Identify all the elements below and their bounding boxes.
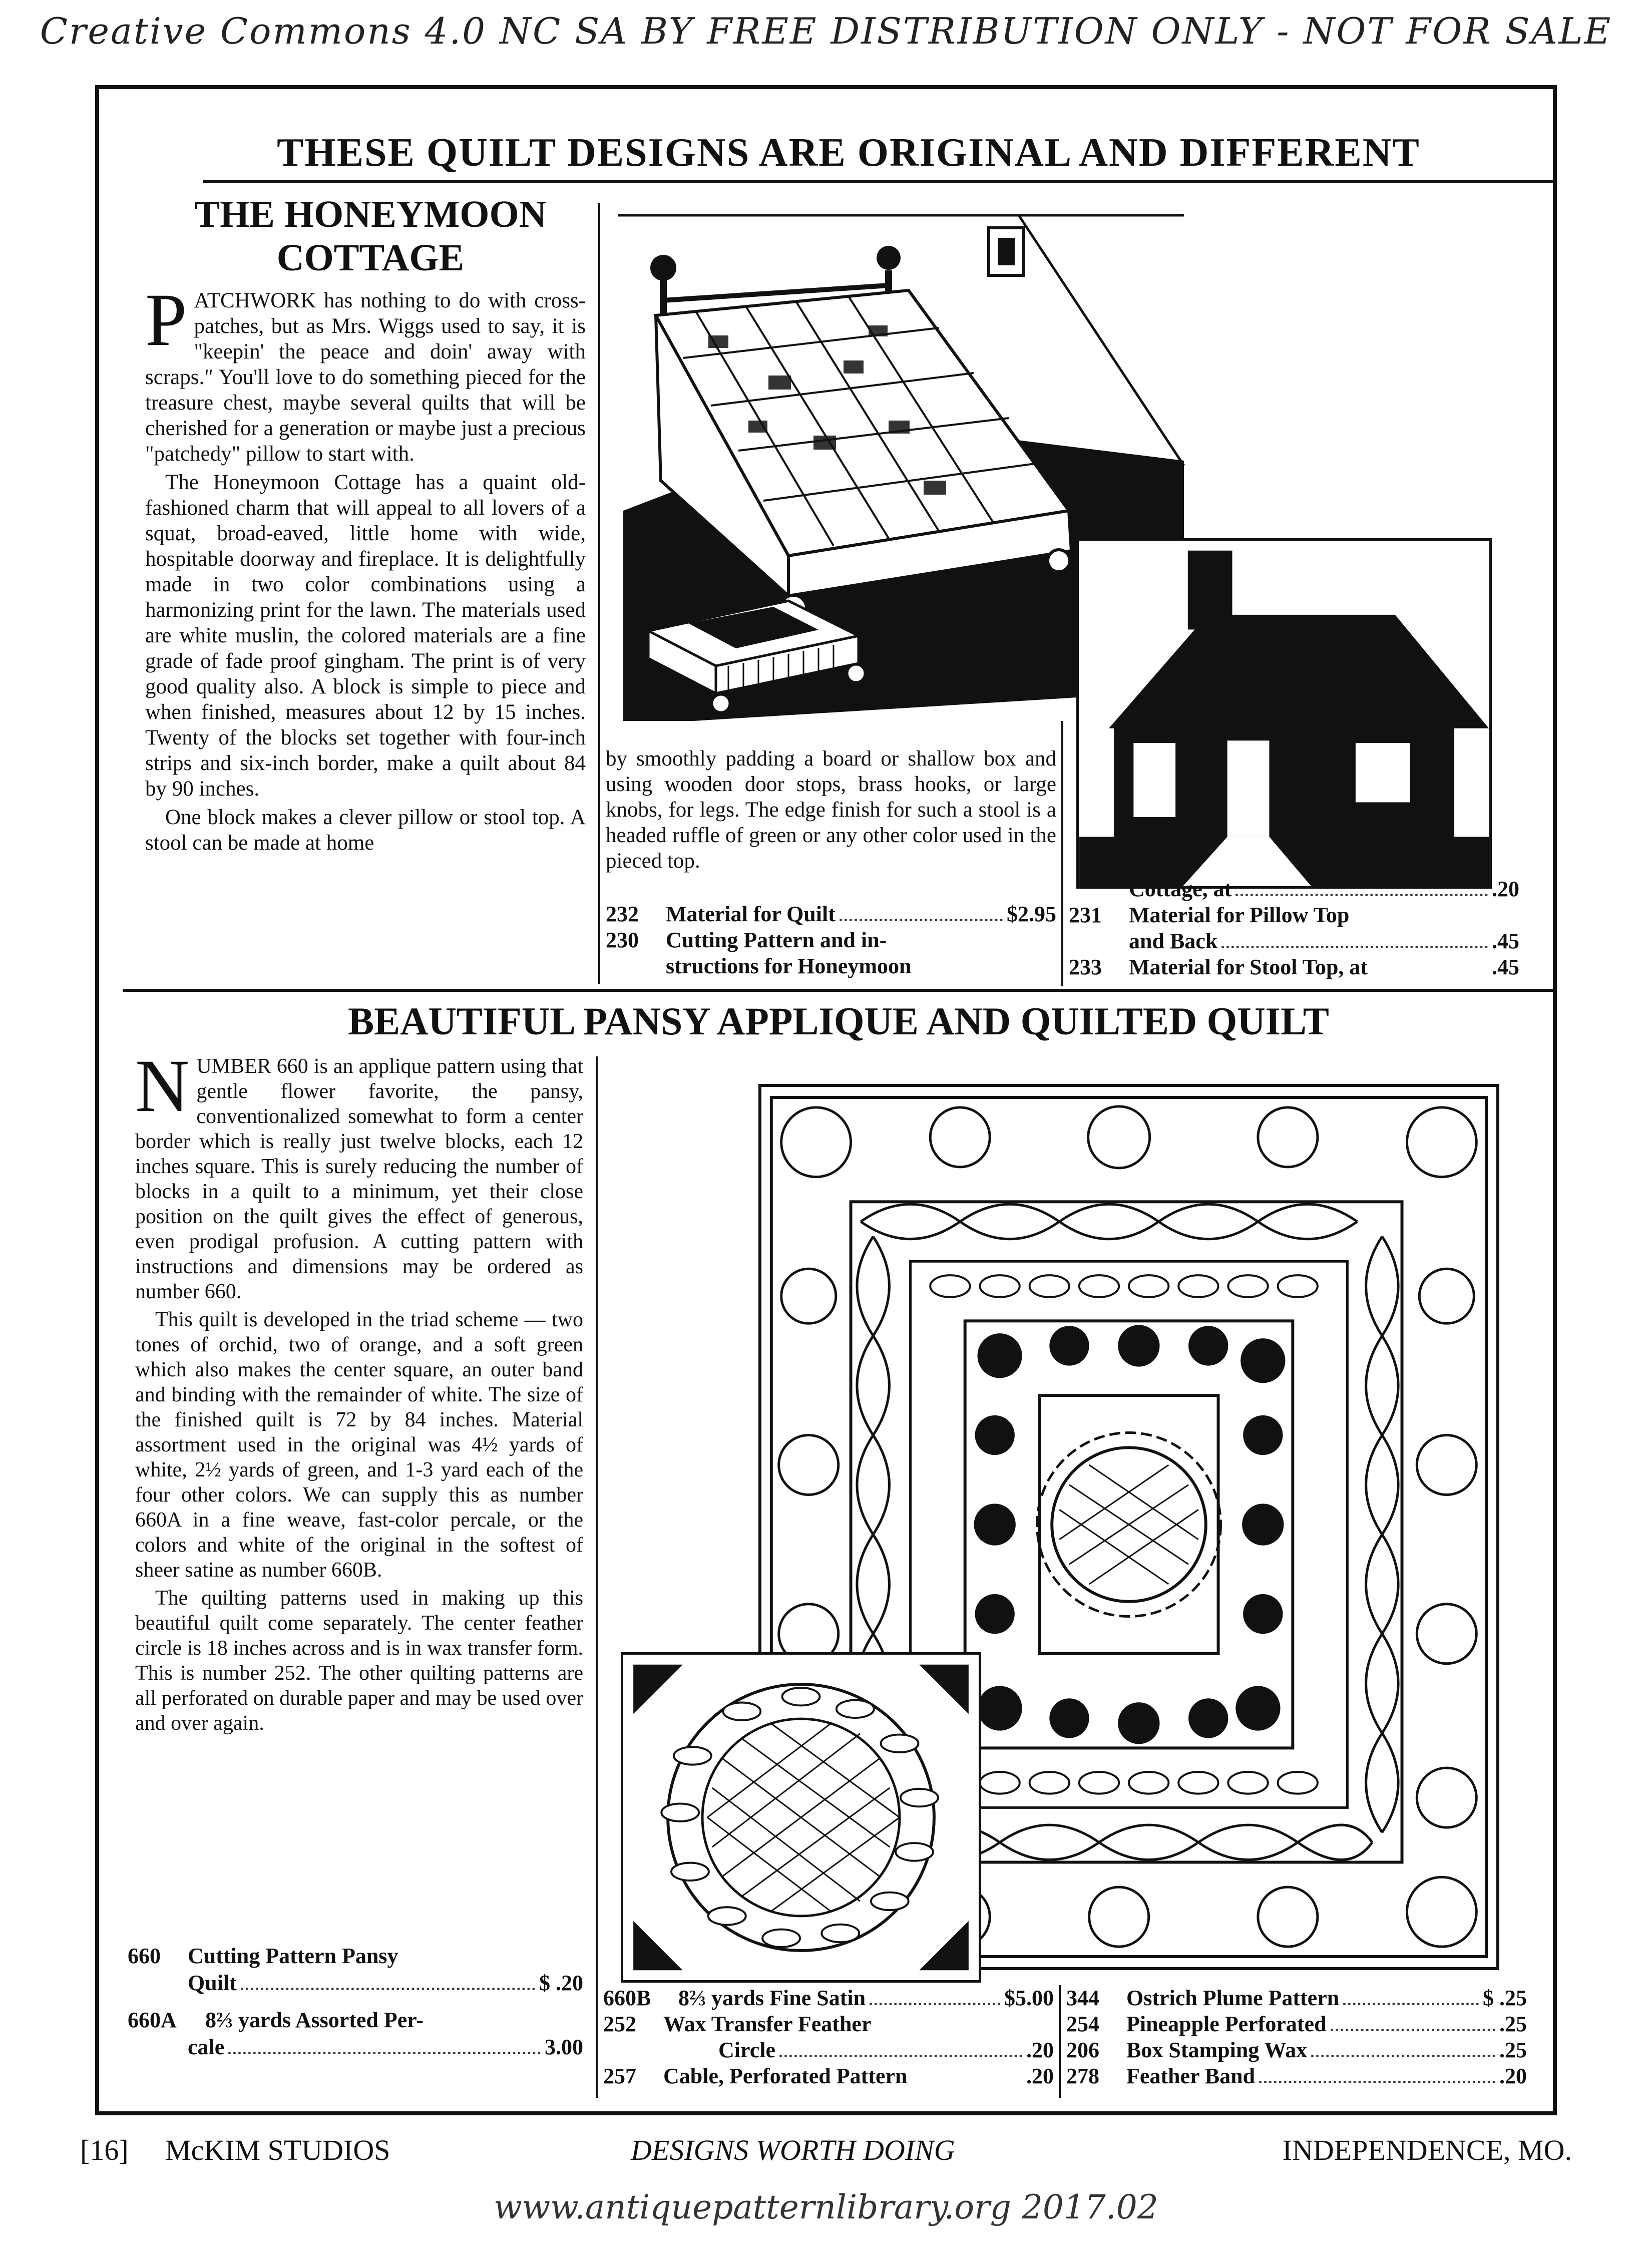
order-row-230: 230 Cutting Pattern and in-: [606, 928, 887, 952]
order-row-660: 660 Cutting Pattern Pansy: [128, 1944, 398, 1968]
honeymoon-paragraph-1: PATCHWORK has nothing to do with cross-patches, but as Mrs. Wiggs used to say, it is "keepin' the peace and doin' away with scraps." You'll love to do something pieced for the treasure chest, maybe several quilts that will be cherished for a generation or maybe just a precious "patchedy" pillow to start with.: [145, 278, 586, 466]
honeymoon-orders-mid: [606, 901, 1056, 979]
source-url: www.antiquepatternlibrary.org 2017.02: [494, 2188, 1158, 2226]
order-row-252: 252 Wax Transfer Feather: [603, 2012, 872, 2036]
honeymoon-text-column: [145, 278, 586, 989]
page-headline: THESE QUILT DESIGNS ARE ORIGINAL AND DIFFERENT: [277, 131, 1420, 175]
footer-city: INDEPENDENCE, MO.: [1282, 2134, 1572, 2166]
order-row-660a-cont: cale 3.00: [188, 2035, 583, 2059]
headline-rule: [203, 180, 1557, 183]
order-row-233: 233 Material for Stool Top, at .45: [1069, 955, 1519, 979]
pansy-text-column: [135, 1044, 583, 1930]
footer-page-number: [16]: [80, 2134, 129, 2166]
order-row-257: 257 Cable, Perforated Pattern .20: [603, 2064, 1054, 2088]
honeymoon-cottage-block: [1076, 538, 1492, 889]
section-rule: [123, 989, 1557, 992]
order-row-278: 278 Feather Band .20: [1066, 2064, 1527, 2088]
feather-circle-drawing: [623, 1655, 979, 1980]
cottage-drawing: [1079, 541, 1489, 886]
order-row-230-cont: structions for Honeymoon: [666, 954, 912, 978]
order-row-344: 344 Ostrich Plume Pattern $ .25: [1066, 1986, 1527, 2010]
order-row-660b: 660B 8⅔ yards Fine Satin $5.00: [603, 1986, 1054, 2010]
footer-studio: McKIM STUDIOS: [165, 2134, 390, 2166]
honeymoon-paragraph-2: The Honeymoon Cottage has a quaint old-fashioned charm that will appeal to all lovers of a squat, broad-eaved, little home with wide, hospitable doorway and fireplace. It is delightfully made in two color combinations using a harmonizing print for the lawn. The materials used are white muslin, the colored materials are a fine grade of fade proof gingham. The print is of very good quality also. A block is simple to piece and when finished, measures about 12 by 15 inches. Twenty of the blocks set together with four-inch strips and six-inch border, make a quilt about 84 by 90 inches.: [145, 471, 586, 801]
honeymoon-paragraph-3: One block makes a clever pillow or stool top. A stool can be made at home: [145, 806, 586, 855]
order-row-232: 232 Material for Quilt $2.95: [606, 902, 1056, 926]
pansy-orders-right: [1066, 1985, 1527, 2089]
order-row-660a: 660A 8⅔ yards Assorted Per-: [128, 2008, 424, 2032]
honeymoon-continuation: by smoothly padding a board or shallow box and using wooden door stops, brass hooks, or large knobs, for legs. The edge finish for such a stool is a headed ruffle of green or any other color used in the pieced top.: [606, 747, 1056, 873]
pansy-paragraph-2: This quilt is developed in the triad scheme — two tones of orchid, two of orange, and a soft green which also makes the center square, an outer band and binding with the remainder of white. The size of the finished quilt is 72 by 84 inches. Material assortment used in the original was 4½ yards of white, 2½ yards of green, and 1-3 yard each of the four other colors. We can supply this as number 660A in a fine weave, fast-color percale, or the colors and white of the original in the softest of sheer satine as number 660B.: [135, 1308, 583, 1582]
feather-circle-detail: [621, 1652, 981, 1983]
order-row-231: 231 Material for Pillow Top: [1069, 903, 1350, 927]
honeymoon-title-line1: THE HONEYMOON: [194, 193, 547, 235]
order-row-252-cont: Circle .20: [718, 2038, 1054, 2062]
honeymoon-title: [150, 193, 591, 280]
honeymoon-dropcap: P: [145, 278, 187, 361]
honeymoon-orders-right: [1069, 876, 1519, 980]
pansy-column-divider: [596, 1056, 598, 2098]
license-banner: Creative Commons 4.0 NC SA BY FREE DISTRIBUTION ONLY - NOT FOR SALE: [40, 10, 1612, 52]
pansy-paragraph-1: NUMBER 660 is an applique pattern using that gentle flower favorite, the pansy, conventionalized somewhat to form a center border which is really just twelve blocks, each 12 inches square. This is surely reducing the number of blocks in a quilt to a minimum, yet their close position on the quilt gives the effect of generous, even prodigal profusion. A cutting pattern with instructions and dimensions may be ordered as number 660.: [135, 1044, 583, 1303]
pansy-title: BEAUTIFUL PANSY APPLIQUE AND QUILTED QUILT: [348, 999, 1329, 1043]
honeymoon-title-line2: COTTAGE: [276, 237, 465, 279]
order-row-231-cont: and Back .45: [1129, 929, 1519, 953]
order-row-254: 254 Pineapple Perforated .25: [1066, 2012, 1527, 2036]
pansy-paragraph-3: The quilting patterns used in making up this beautiful quilt come separately. The center feather circle is 18 inches across and is in wax transfer form. This is number 252. The other quilting patterns are all perforated on durable paper and may be used over and over again.: [135, 1587, 583, 1735]
order-row-660-cont: Quilt $ .20: [188, 1971, 583, 1995]
order-row-230-price: Cottage, at .20: [1129, 877, 1519, 901]
honeymoon-column-divider: [598, 203, 600, 984]
footer-slogan: DESIGNS WORTH DOING: [631, 2134, 955, 2166]
pansy-dropcap: N: [135, 1044, 190, 1128]
order-row-206: 206 Box Stamping Wax .25: [1066, 2038, 1527, 2062]
pansy-orders-divider: [1059, 1985, 1061, 2098]
honeymoon-order-divider: [1061, 721, 1063, 986]
pansy-orders-left: [128, 1943, 583, 2061]
pansy-orders-mid: [603, 1985, 1054, 2089]
